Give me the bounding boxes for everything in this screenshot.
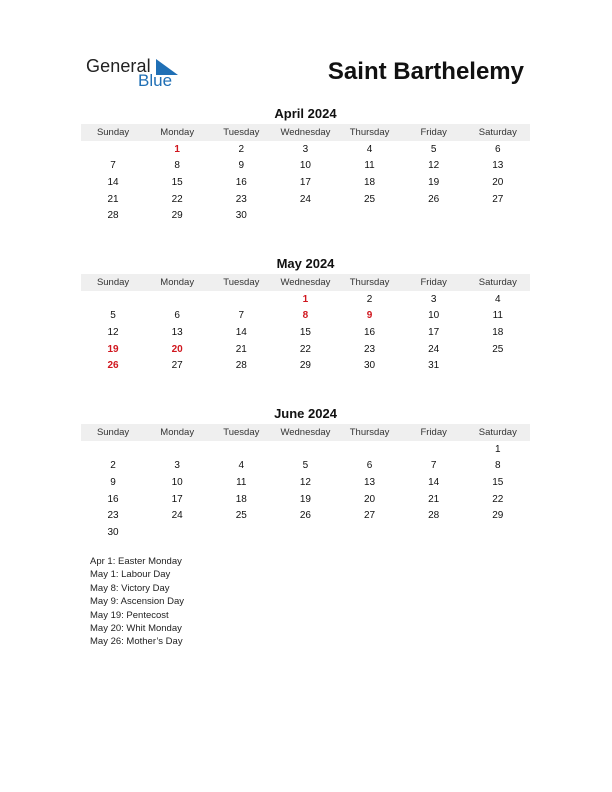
weekday-header: Tuesday — [223, 127, 260, 138]
day-cell: 8 — [174, 160, 180, 172]
day-cell: 3 — [302, 143, 309, 155]
day-cell: 29 — [492, 510, 504, 522]
holiday-note: May 9: Ascension Day — [90, 596, 184, 608]
month-calendar-april — [81, 106, 530, 224]
week-row — [81, 191, 530, 208]
logo-text-general: General — [86, 56, 151, 76]
holiday-day-cell: 1 — [174, 143, 180, 155]
month-title: June 2024 — [274, 406, 337, 421]
week-row — [81, 474, 530, 491]
holiday-day-cell: 20 — [171, 343, 183, 355]
day-cell: 30 — [364, 360, 376, 372]
week-row — [81, 491, 530, 508]
day-cell: 28 — [428, 510, 440, 522]
weekday-header: Tuesday — [223, 427, 260, 438]
day-cell: 24 — [171, 510, 183, 522]
country-title: Saint Barthelemy — [327, 58, 524, 85]
day-cell: 9 — [110, 476, 116, 488]
month-title: May 2024 — [276, 256, 335, 271]
week-row — [81, 158, 530, 175]
day-cell: 17 — [428, 326, 440, 338]
day-cell: 10 — [171, 476, 183, 488]
day-cell: 2 — [238, 143, 245, 155]
holiday-note: May 26: Mother’s Day — [90, 636, 183, 648]
day-cell: 5 — [430, 143, 437, 155]
weekday-header: Saturday — [478, 427, 517, 438]
weekday-header: Sunday — [96, 427, 130, 438]
weekday-header: Thursday — [349, 427, 390, 438]
week-row — [81, 291, 530, 308]
day-cell: 13 — [492, 160, 504, 172]
day-cell: 10 — [428, 310, 440, 322]
week-row — [81, 341, 530, 358]
month-calendar-may — [81, 256, 530, 374]
day-cell: 27 — [171, 360, 183, 372]
day-cell: 4 — [238, 460, 245, 472]
day-cell: 24 — [299, 193, 311, 205]
day-cell: 9 — [238, 160, 245, 172]
day-cell: 27 — [492, 193, 504, 205]
day-cell: 20 — [364, 493, 376, 505]
day-cell: 14 — [428, 476, 440, 488]
day-cell: 19 — [299, 493, 311, 505]
weekday-header: Monday — [160, 427, 195, 438]
day-cell: 23 — [364, 343, 376, 355]
day-cell: 5 — [110, 310, 116, 322]
weekday-header: Wednesday — [280, 277, 331, 288]
day-cell: 4 — [495, 293, 501, 305]
weekday-header: Wednesday — [280, 127, 331, 138]
weekday-header-row — [81, 124, 530, 141]
day-cell: 8 — [495, 460, 501, 472]
month-title: April 2024 — [274, 106, 337, 121]
weekday-header: Monday — [160, 277, 195, 288]
logo-text-blue: Blue — [138, 71, 173, 90]
day-cell: 7 — [430, 460, 437, 472]
day-cell: 12 — [299, 476, 311, 488]
day-cell: 14 — [235, 326, 247, 338]
day-cell: 12 — [107, 326, 119, 338]
week-row — [81, 524, 530, 541]
day-cell: 25 — [364, 193, 376, 205]
day-cell: 18 — [235, 493, 247, 505]
day-cell: 10 — [299, 160, 311, 172]
day-cell: 6 — [366, 460, 373, 472]
day-cell: 14 — [107, 176, 119, 188]
day-cell: 15 — [299, 326, 311, 338]
day-cell: 2 — [110, 460, 116, 472]
weekday-header: Friday — [420, 127, 447, 138]
day-cell: 11 — [236, 476, 247, 488]
day-cell: 22 — [492, 493, 504, 505]
generalblue-logo — [86, 56, 196, 96]
weekday-header-row — [81, 274, 530, 291]
holiday-day-cell: 19 — [107, 343, 119, 355]
week-row — [81, 141, 530, 158]
day-cell: 2 — [366, 293, 373, 305]
day-cell: 29 — [171, 210, 183, 222]
weekday-header: Sunday — [96, 127, 130, 138]
weekday-header: Tuesday — [223, 277, 260, 288]
week-row — [81, 174, 530, 191]
day-cell: 19 — [428, 176, 440, 188]
week-row — [81, 458, 530, 475]
day-cell: 5 — [302, 460, 309, 472]
weekday-header: Wednesday — [280, 427, 331, 438]
holiday-note: May 1: Labour Day — [90, 569, 171, 581]
holiday-day-cell: 1 — [302, 293, 309, 305]
day-cell: 30 — [107, 526, 119, 538]
day-cell: 26 — [299, 510, 311, 522]
day-cell: 16 — [364, 326, 376, 338]
day-cell: 12 — [428, 160, 440, 172]
day-cell: 29 — [299, 360, 311, 372]
weekday-header-row — [81, 424, 530, 441]
holiday-notes — [90, 555, 184, 649]
day-cell: 17 — [171, 493, 183, 505]
weekday-header: Friday — [420, 427, 447, 438]
day-cell: 27 — [364, 510, 376, 522]
week-row — [81, 507, 530, 524]
day-cell: 15 — [171, 176, 183, 188]
day-cell: 16 — [235, 176, 247, 188]
weekday-header: Thursday — [349, 277, 390, 288]
week-row — [81, 441, 530, 458]
holiday-note: May 19: Pentecost — [90, 609, 169, 621]
holiday-day-cell: 26 — [107, 360, 119, 372]
day-cell: 13 — [364, 476, 376, 488]
day-cell: 3 — [430, 293, 437, 305]
day-cell: 23 — [235, 193, 247, 205]
weekday-header: Saturday — [478, 277, 517, 288]
day-cell: 25 — [492, 343, 504, 355]
month-calendar-june — [81, 406, 530, 541]
weekday-header: Sunday — [96, 277, 130, 288]
day-cell: 18 — [492, 326, 504, 338]
week-row — [81, 357, 530, 374]
day-cell: 11 — [492, 310, 503, 322]
day-cell: 22 — [171, 193, 183, 205]
day-cell: 31 — [428, 360, 440, 372]
day-cell: 11 — [364, 160, 375, 172]
day-cell: 21 — [428, 493, 440, 505]
day-cell: 24 — [428, 343, 440, 355]
weekday-header: Friday — [420, 277, 447, 288]
week-row — [81, 207, 530, 224]
day-cell: 6 — [174, 310, 180, 322]
day-cell: 15 — [492, 476, 504, 488]
weekday-header: Saturday — [478, 127, 517, 138]
holiday-note: Apr 1: Easter Monday — [90, 556, 182, 567]
weekday-header: Thursday — [349, 127, 390, 138]
day-cell: 26 — [428, 193, 440, 205]
day-cell: 16 — [107, 493, 119, 505]
day-cell: 28 — [107, 210, 119, 222]
holiday-day-cell: 8 — [302, 310, 309, 322]
holiday-day-cell: 9 — [366, 310, 373, 322]
day-cell: 17 — [299, 176, 311, 188]
day-cell: 22 — [299, 343, 311, 355]
day-cell: 23 — [107, 510, 119, 522]
day-cell: 28 — [235, 360, 247, 372]
day-cell: 18 — [364, 176, 376, 188]
day-cell: 25 — [235, 510, 247, 522]
day-cell: 13 — [171, 326, 183, 338]
day-cell: 7 — [110, 160, 116, 172]
day-cell: 1 — [495, 443, 501, 455]
day-cell: 21 — [107, 193, 119, 205]
day-cell: 20 — [492, 176, 504, 188]
weekday-header: Monday — [160, 127, 195, 138]
holiday-note: May 8: Victory Day — [90, 582, 170, 594]
day-cell: 6 — [495, 143, 501, 155]
week-row — [81, 308, 530, 325]
day-cell: 7 — [238, 310, 245, 322]
day-cell: 21 — [235, 343, 247, 355]
week-row — [81, 324, 530, 341]
day-cell: 3 — [174, 460, 180, 472]
holiday-note: May 20: Whit Monday — [90, 623, 182, 635]
day-cell: 30 — [235, 210, 247, 222]
day-cell: 4 — [366, 143, 373, 155]
